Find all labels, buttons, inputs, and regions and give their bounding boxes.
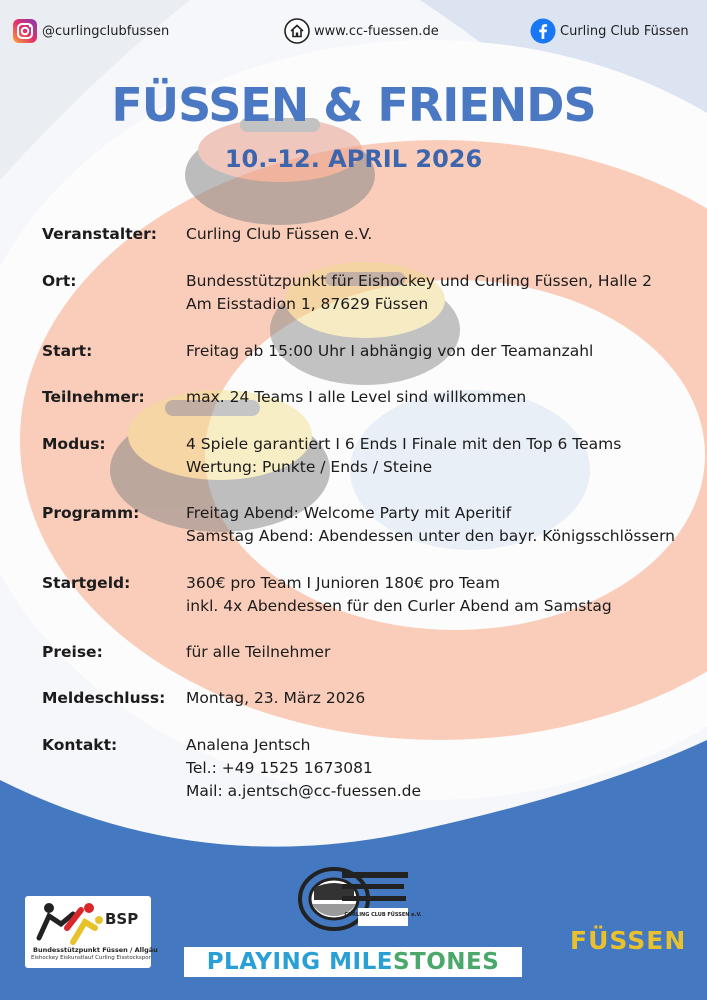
bsp-logo (25, 896, 158, 968)
label-startgeld: Startgeld: (42, 574, 131, 592)
value-line: 4 Spiele garantiert I 6 Ends I Finale mit den Top 6 Teams (186, 435, 622, 453)
social-bar (0, 14, 707, 48)
instagram-icon (12, 18, 38, 44)
label-modus: Modus: (42, 435, 106, 453)
website-url: www.cc-fuessen.de (314, 23, 439, 39)
website-link[interactable] (284, 14, 439, 48)
value-line: Montag, 23. März 2026 (186, 689, 366, 707)
label-preise: Preise: (42, 643, 103, 661)
value-line: 360€ pro Team I Junioren 180€ pro Team (186, 574, 500, 592)
facebook-name: Curling Club Füssen (560, 23, 689, 39)
bsp-athletes-icon (29, 898, 109, 950)
value-line: Curling Club Füssen e.V. (186, 225, 373, 243)
instagram-handle: @curlingclubfussen (42, 23, 170, 39)
curling-club-logo (296, 866, 422, 932)
label-start: Start: (42, 342, 93, 360)
event-date: 10.-12. APRIL 2026 (224, 145, 483, 173)
value-line: Freitag ab 15:00 Uhr I abhängig von der Teamanzahl (186, 342, 594, 360)
value-line: Wertung: Punkte / Ends / Steine (186, 458, 433, 476)
label-programm: Programm: (42, 504, 140, 522)
label-meldeschluss: Meldeschluss: (42, 689, 166, 707)
value-line: Samstag Abend: Abendessen unter den bayr. Königsschlössern (186, 527, 675, 545)
facebook-link[interactable] (530, 14, 689, 48)
value-line: Bundesstützpunkt für Eishockey und Curling Füssen, Halle 2 (186, 272, 653, 290)
value-line: für alle Teilnehmer (186, 643, 331, 661)
label-veranstalter: Veranstalter: (42, 225, 157, 243)
bsp-subtitle: Bundesstützpunkt Füssen / Allgäu (33, 946, 158, 954)
bsp-title: BSP (105, 910, 139, 928)
value-line: Am Eisstadion 1, 87629 Füssen (186, 295, 429, 313)
value-line: Freitag Abend: Welcome Party mit Aperitif (186, 504, 512, 522)
value-line: max. 24 Teams I alle Level sind willkommen (186, 388, 527, 406)
home-icon (284, 18, 310, 44)
label-ort: Ort: (42, 272, 77, 290)
playing-milestones-logo (184, 947, 522, 977)
label-kontakt: Kontakt: (42, 736, 118, 754)
value-line: Analena Jentsch (186, 736, 311, 754)
event-title: FÜSSEN & FRIENDS (111, 78, 596, 132)
value-line[interactable]: Mail: a.jentsch@cc-fuessen.de (186, 782, 421, 800)
label-teilnehmer: Teilnehmer: (42, 388, 145, 406)
fuessen-town-logo: FÜSSEN (570, 926, 687, 955)
value-line: inkl. 4x Abendessen für den Curler Abend am Samstag (186, 597, 612, 615)
facebook-icon (530, 18, 556, 44)
bsp-sports: Eishockey Eiskunstlauf Curling Eisstockspor (31, 955, 151, 961)
cc-logo-text: CURLING CLUB FÜSSEN e.V. (344, 912, 422, 918)
playing-milestones-part1: PLAYING MILE (206, 949, 393, 975)
instagram-link[interactable] (12, 14, 169, 48)
curling-club-emblem-icon (296, 866, 422, 932)
playing-milestones-part2: STONES (392, 949, 500, 975)
value-line[interactable]: Tel.: +49 1525 1673081 (186, 759, 373, 777)
